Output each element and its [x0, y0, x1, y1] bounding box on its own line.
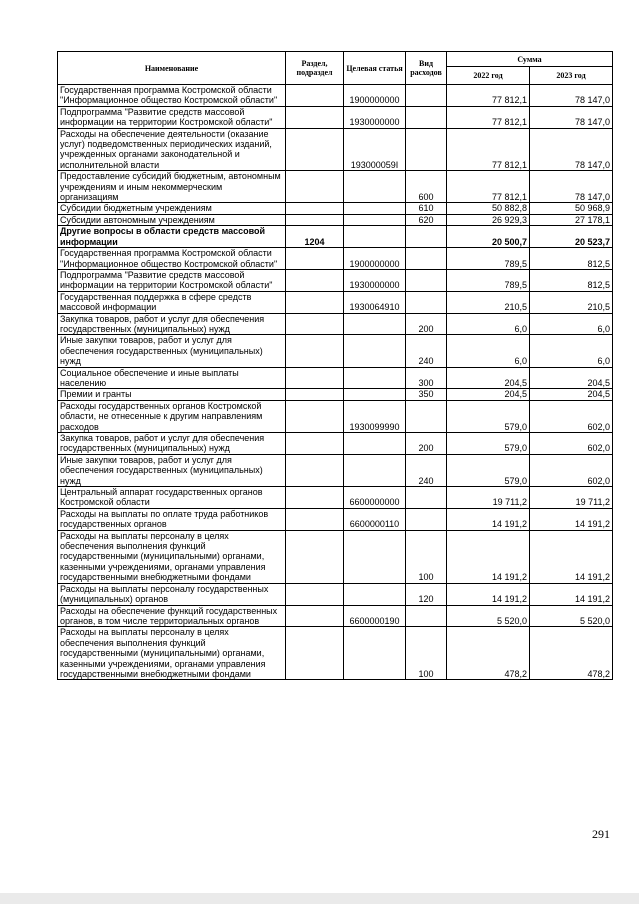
row-target-cell: 1900000000 [344, 85, 406, 107]
table-row [58, 128, 613, 171]
table-row [58, 508, 613, 530]
row-sum-2023-cell: 27 178,1 [530, 214, 613, 225]
row-sum-2023-cell: 478,2 [530, 627, 613, 680]
row-sum-2023-cell: 602,0 [530, 454, 613, 486]
row-sum-2023-cell: 14 191,2 [530, 508, 613, 530]
row-target-cell [344, 226, 406, 248]
header-type: Вид расходов [406, 52, 447, 85]
row-sum-2023-cell: 6,0 [530, 313, 613, 335]
row-target-cell: 193000059I [344, 128, 406, 171]
table-row [58, 433, 613, 455]
row-type-cell [406, 400, 447, 432]
table-row [58, 367, 613, 389]
row-target-cell: 1900000000 [344, 248, 406, 270]
row-sum-2022-cell: 5 520,0 [447, 605, 530, 627]
budget-table-container [57, 51, 612, 680]
row-sum-2022-cell: 77 812,1 [447, 171, 530, 203]
row-sum-2023-cell: 78 147,0 [530, 85, 613, 107]
row-section-cell: 1204 [286, 226, 344, 248]
row-type-cell [406, 106, 447, 128]
row-target-cell [344, 627, 406, 680]
row-type-cell: 300 [406, 367, 447, 389]
row-section-cell [286, 367, 344, 389]
table-row [58, 203, 613, 214]
row-type-cell [406, 508, 447, 530]
row-section-cell [286, 487, 344, 509]
budget-table [57, 51, 613, 680]
header-year-2022: 2022 год [447, 67, 530, 85]
header-year-2023: 2023 год [530, 67, 613, 85]
row-target-cell [344, 389, 406, 400]
row-name-cell: Другие вопросы в области средств массовой информации [58, 226, 286, 248]
table-body [58, 85, 613, 680]
row-target-cell: 6600000000 [344, 487, 406, 509]
row-type-cell: 600 [406, 171, 447, 203]
row-sum-2022-cell: 26 929,3 [447, 214, 530, 225]
table-row [58, 583, 613, 605]
row-sum-2023-cell: 602,0 [530, 400, 613, 432]
table-row [58, 487, 613, 509]
row-target-cell [344, 530, 406, 583]
row-section-cell [286, 248, 344, 270]
row-type-cell: 350 [406, 389, 447, 400]
row-sum-2022-cell: 579,0 [447, 400, 530, 432]
row-section-cell [286, 291, 344, 313]
row-sum-2022-cell: 204,5 [447, 389, 530, 400]
row-type-cell: 240 [406, 454, 447, 486]
row-section-cell [286, 128, 344, 171]
row-section-cell [286, 605, 344, 627]
row-sum-2022-cell: 6,0 [447, 313, 530, 335]
row-sum-2022-cell: 478,2 [447, 627, 530, 680]
row-sum-2023-cell: 210,5 [530, 291, 613, 313]
row-type-cell: 200 [406, 433, 447, 455]
row-sum-2023-cell: 50 968,9 [530, 203, 613, 214]
table-row [58, 269, 613, 291]
row-sum-2022-cell: 789,5 [447, 248, 530, 270]
row-name-cell: Расходы на выплаты персоналу в целях обеспечения выполнения функций государственными (муниципальными) органами, казенными учреждениями, органами управления государственными внебюджетными фондами [58, 530, 286, 583]
row-section-cell [286, 400, 344, 432]
row-sum-2022-cell: 579,0 [447, 454, 530, 486]
row-name-cell: Расходы государственных органов Костромской области, не отнесенные к другим направлениям расходов [58, 400, 286, 432]
row-sum-2022-cell: 14 191,2 [447, 530, 530, 583]
row-type-cell: 200 [406, 313, 447, 335]
row-name-cell: Расходы на обеспечение функций государственных органов, в том числе территориальных органов [58, 605, 286, 627]
row-name-cell: Государственная поддержка в сфере средств массовой информации [58, 291, 286, 313]
row-target-cell: 1930064910 [344, 291, 406, 313]
header-name: Наименование [58, 52, 286, 85]
row-section-cell [286, 454, 344, 486]
row-sum-2022-cell: 20 500,7 [447, 226, 530, 248]
row-target-cell: 6600000190 [344, 605, 406, 627]
row-section-cell [286, 433, 344, 455]
table-row [58, 389, 613, 400]
row-target-cell: 6600000110 [344, 508, 406, 530]
table-row [58, 313, 613, 335]
row-sum-2022-cell: 14 191,2 [447, 583, 530, 605]
row-name-cell: Иные закупки товаров, работ и услуг для обеспечения государственных (муниципальных) нужд [58, 454, 286, 486]
row-type-cell [406, 605, 447, 627]
row-sum-2023-cell: 6,0 [530, 335, 613, 367]
row-name-cell: Расходы на обеспечение деятельности (оказание услуг) подведомственных периодических изданий, учрежденных органами законодательной и исполнительной власти [58, 128, 286, 171]
row-type-cell: 100 [406, 627, 447, 680]
table-row [58, 248, 613, 270]
row-sum-2023-cell: 14 191,2 [530, 583, 613, 605]
table-row [58, 85, 613, 107]
row-name-cell: Расходы на выплаты персоналу государственных (муниципальных) органов [58, 583, 286, 605]
row-sum-2022-cell: 6,0 [447, 335, 530, 367]
row-section-cell [286, 203, 344, 214]
row-sum-2022-cell: 14 191,2 [447, 508, 530, 530]
row-target-cell [344, 583, 406, 605]
page-number: 291 [592, 827, 610, 841]
row-sum-2023-cell: 812,5 [530, 248, 613, 270]
row-section-cell [286, 335, 344, 367]
row-type-cell [406, 248, 447, 270]
row-name-cell: Закупка товаров, работ и услуг для обеспечения государственных (муниципальных) нужд [58, 313, 286, 335]
row-type-cell [406, 85, 447, 107]
row-section-cell [286, 214, 344, 225]
row-target-cell [344, 367, 406, 389]
row-sum-2022-cell: 210,5 [447, 291, 530, 313]
row-name-cell: Субсидии автономным учреждениям [58, 214, 286, 225]
row-section-cell [286, 389, 344, 400]
row-name-cell: Подпрограмма "Развитие средств массовой информации на территории Костромской области" [58, 106, 286, 128]
row-type-cell [406, 269, 447, 291]
row-sum-2023-cell: 19 711,2 [530, 487, 613, 509]
row-name-cell: Предоставление субсидий бюджетным, автономным учреждениям и иным некоммерческим организациям [58, 171, 286, 203]
row-sum-2023-cell: 204,5 [530, 389, 613, 400]
row-sum-2022-cell: 789,5 [447, 269, 530, 291]
row-name-cell: Социальное обеспечение и иные выплаты населению [58, 367, 286, 389]
row-sum-2022-cell: 579,0 [447, 433, 530, 455]
table-row [58, 454, 613, 486]
row-section-cell [286, 627, 344, 680]
row-type-cell: 100 [406, 530, 447, 583]
row-name-cell: Подпрограмма "Развитие средств массовой информации на территории Костромской области" [58, 269, 286, 291]
row-type-cell [406, 226, 447, 248]
row-sum-2022-cell: 19 711,2 [447, 487, 530, 509]
row-sum-2022-cell: 50 882,8 [447, 203, 530, 214]
header-target: Целевая статья [344, 52, 406, 85]
row-name-cell: Иные закупки товаров, работ и услуг для обеспечения государственных (муниципальных) нужд [58, 335, 286, 367]
row-sum-2022-cell: 204,5 [447, 367, 530, 389]
row-section-cell [286, 171, 344, 203]
row-type-cell: 120 [406, 583, 447, 605]
row-target-cell [344, 214, 406, 225]
table-row [58, 605, 613, 627]
row-type-cell [406, 291, 447, 313]
row-target-cell: 1930099990 [344, 400, 406, 432]
row-section-cell [286, 583, 344, 605]
header-sum: Сумма [447, 52, 613, 67]
row-name-cell: Премии и гранты [58, 389, 286, 400]
row-target-cell [344, 454, 406, 486]
table-row [58, 226, 613, 248]
row-target-cell: 1930000000 [344, 106, 406, 128]
row-target-cell [344, 203, 406, 214]
row-name-cell: Государственная программа Костромской области "Информационное общество Костромской области" [58, 85, 286, 107]
row-section-cell [286, 530, 344, 583]
row-name-cell: Государственная программа Костромской области "Информационное общество Костромской области" [58, 248, 286, 270]
table-row [58, 106, 613, 128]
header-section: Раздел, подраздел [286, 52, 344, 85]
row-section-cell [286, 85, 344, 107]
row-sum-2023-cell: 78 147,0 [530, 171, 613, 203]
row-sum-2023-cell: 602,0 [530, 433, 613, 455]
row-section-cell [286, 508, 344, 530]
row-sum-2023-cell: 812,5 [530, 269, 613, 291]
row-target-cell [344, 335, 406, 367]
row-type-cell: 240 [406, 335, 447, 367]
row-sum-2023-cell: 5 520,0 [530, 605, 613, 627]
row-sum-2023-cell: 204,5 [530, 367, 613, 389]
row-sum-2022-cell: 77 812,1 [447, 128, 530, 171]
row-type-cell [406, 128, 447, 171]
table-row [58, 291, 613, 313]
row-target-cell [344, 171, 406, 203]
row-name-cell: Расходы на выплаты персоналу в целях обеспечения выполнения функций государственными (муниципальными) органами, казенными учреждениями, органами управления государственными внебюджетными фондами [58, 627, 286, 680]
row-section-cell [286, 269, 344, 291]
table-row [58, 530, 613, 583]
table-row [58, 627, 613, 680]
row-name-cell: Расходы на выплаты по оплате труда работников государственных органов [58, 508, 286, 530]
row-section-cell [286, 106, 344, 128]
table-row [58, 171, 613, 203]
row-target-cell: 1930000000 [344, 269, 406, 291]
table-row [58, 335, 613, 367]
row-sum-2022-cell: 77 812,1 [447, 106, 530, 128]
row-sum-2023-cell: 20 523,7 [530, 226, 613, 248]
page-footer-strip [0, 893, 639, 904]
row-name-cell: Центральный аппарат государственных органов Костромской области [58, 487, 286, 509]
row-sum-2023-cell: 78 147,0 [530, 106, 613, 128]
row-name-cell: Субсидии бюджетным учреждениям [58, 203, 286, 214]
row-sum-2022-cell: 77 812,1 [447, 85, 530, 107]
row-sum-2023-cell: 14 191,2 [530, 530, 613, 583]
table-row [58, 400, 613, 432]
row-sum-2023-cell: 78 147,0 [530, 128, 613, 171]
row-type-cell: 610 [406, 203, 447, 214]
row-target-cell [344, 433, 406, 455]
row-name-cell: Закупка товаров, работ и услуг для обеспечения государственных (муниципальных) нужд [58, 433, 286, 455]
table-row [58, 214, 613, 225]
row-target-cell [344, 313, 406, 335]
row-type-cell [406, 487, 447, 509]
row-section-cell [286, 313, 344, 335]
row-type-cell: 620 [406, 214, 447, 225]
